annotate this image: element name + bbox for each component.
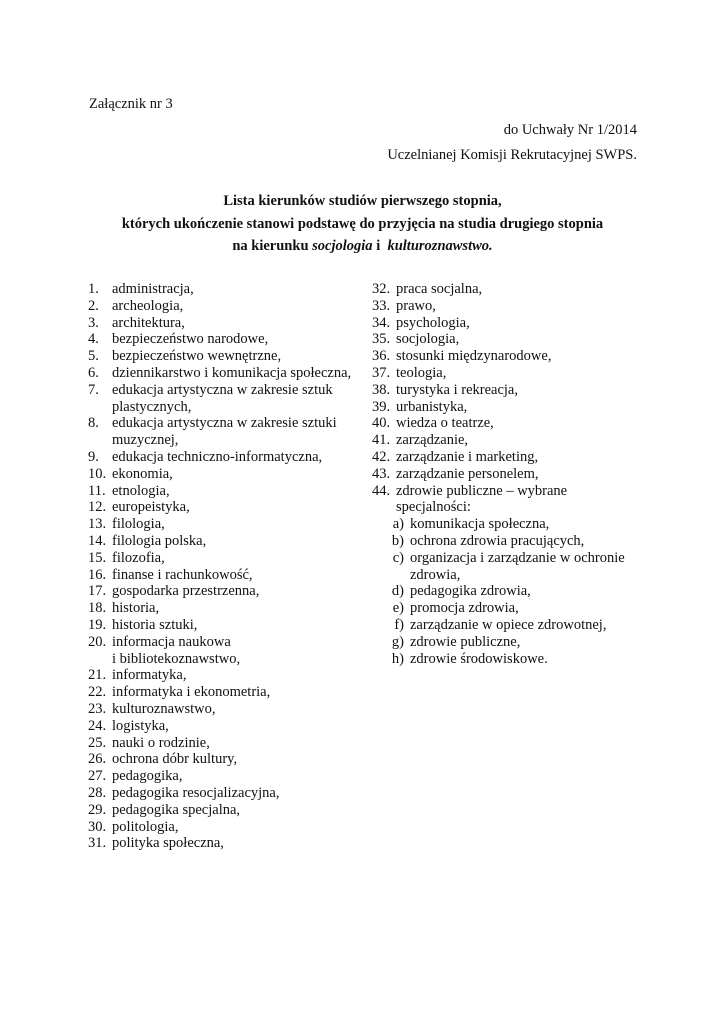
list-item-number: 26.: [88, 751, 107, 768]
list-item-number: 32.: [372, 281, 391, 297]
title-field-sociology: socjologia: [312, 238, 373, 254]
specialization-line: zdrowie środowiskowe.: [410, 650, 548, 667]
specialization-item: [372, 617, 647, 634]
list-item-text: [112, 567, 378, 584]
list-item-line: archeologia,: [112, 297, 184, 314]
study-fields-list-left: [88, 281, 378, 852]
list-item-number: 35.: [372, 331, 391, 348]
specialization-letter: d): [391, 583, 404, 600]
specialization-text: [410, 550, 647, 584]
list-item: [88, 533, 378, 550]
list-item-text: [112, 499, 378, 516]
list-item-line: bezpieczeństwo wewnętrzne,: [112, 348, 282, 365]
list-item-line: stosunki międzynarodowe,: [396, 348, 552, 365]
list-item-number: 34.: [372, 314, 391, 331]
list-item-text: [112, 667, 378, 684]
list-item-text: [112, 600, 378, 617]
list-item-text: [112, 718, 378, 735]
list-item-line: teologia,: [396, 364, 447, 381]
list-item-text: [112, 819, 378, 836]
list-item-line: politologia,: [112, 818, 179, 835]
list-item-line: filologia polska,: [112, 532, 207, 549]
list-item-number: 37.: [372, 364, 391, 381]
list-item-line: polityka społeczna,: [112, 835, 224, 852]
list-item-text: [112, 735, 378, 752]
resolution-reference: [387, 118, 637, 168]
specialization-letter: f): [394, 616, 404, 633]
list-item: [88, 583, 378, 600]
list-item: [88, 466, 378, 483]
specialization-line: zdrowie publiczne,: [410, 633, 521, 650]
list-item-number: 22.: [88, 684, 107, 701]
list-item: [88, 449, 378, 466]
specialization-letter: h): [391, 650, 404, 667]
list-item-line: i bibliotekoznawstwo,: [112, 650, 241, 667]
specialization-item: [372, 533, 647, 550]
list-item-line: europeistyka,: [112, 499, 190, 516]
list-item-line: edukacja artystyczna w zakresie sztuk: [112, 381, 333, 398]
title-line-3: [0, 235, 725, 258]
list-item-number: 25.: [88, 734, 107, 751]
specialization-text: [410, 634, 647, 651]
list-item-number: 44.: [372, 482, 391, 499]
list-item: [88, 415, 378, 449]
list-item-line: pedagogika resocjalizacyjna,: [112, 784, 280, 801]
title-line-3-conjunction: i: [372, 238, 388, 254]
list-item: [88, 735, 378, 752]
list-item: [372, 449, 647, 466]
specialization-text: [410, 617, 647, 634]
list-item: [372, 298, 647, 315]
list-item-text: [396, 365, 647, 382]
list-item-number: 14.: [88, 532, 107, 549]
list-item: [88, 634, 378, 668]
list-item: [372, 281, 647, 298]
list-item-text: [112, 768, 378, 785]
list-item-number: 10.: [88, 465, 107, 482]
list-item: [88, 768, 378, 785]
specialization-line: promocja zdrowia,: [410, 600, 519, 617]
list-item-number: 3.: [88, 314, 99, 331]
list-item: [372, 415, 647, 432]
list-item: [88, 785, 378, 802]
list-item-number: 27.: [88, 768, 107, 785]
list-item-number: 17.: [88, 583, 107, 600]
list-item-number: 23.: [88, 700, 107, 717]
list-item-number: 18.: [88, 600, 107, 617]
list-item-line: socjologia,: [396, 331, 460, 348]
list-item: [372, 483, 647, 517]
specialization-text: [410, 516, 647, 533]
specialization-text: [410, 583, 647, 600]
list-item: [88, 802, 378, 819]
list-item: [88, 600, 378, 617]
list-item-line: psychologia,: [396, 314, 470, 331]
title-field-culture-studies: kulturoznawstwo.: [387, 238, 493, 254]
list-item: [88, 617, 378, 634]
list-item: [88, 718, 378, 735]
list-item-text: [112, 298, 378, 315]
list-item-text: [112, 331, 378, 348]
list-item-line: zdrowie publiczne – wybrane: [396, 482, 568, 499]
list-item-number: 1.: [88, 281, 99, 297]
list-item: [88, 550, 378, 567]
list-item: [88, 382, 378, 416]
list-item-text: [112, 516, 378, 533]
list-item-number: 11.: [88, 482, 106, 499]
list-item-number: 36.: [372, 348, 391, 365]
list-item-text: [112, 415, 378, 449]
list-item-text: [396, 483, 647, 517]
specialization-text: [410, 600, 647, 617]
specialization-line: ochrona zdrowia pracujących,: [410, 532, 585, 549]
resolution-number: do Uchwały Nr 1/2014: [503, 122, 637, 138]
list-item: [88, 298, 378, 315]
list-item-text: [112, 583, 378, 600]
list-item-line: architektura,: [112, 314, 185, 331]
list-item: [372, 399, 647, 416]
list-item-number: 2.: [88, 297, 99, 314]
list-item-number: 12.: [88, 499, 107, 516]
list-item-line: finanse i rachunkowość,: [112, 566, 253, 583]
list-item: [88, 499, 378, 516]
list-item-number: 21.: [88, 667, 107, 684]
list-item-number: 20.: [88, 633, 107, 650]
list-item-number: 13.: [88, 516, 107, 533]
list-item-line: historia sztuki,: [112, 616, 198, 633]
list-item-text: [396, 399, 647, 416]
specialization-letter: c): [392, 549, 404, 566]
list-item-line: informatyka i ekonometria,: [112, 684, 271, 701]
list-item-text: [112, 634, 378, 668]
list-item-line: plastycznych,: [112, 398, 192, 415]
list-item: [88, 483, 378, 500]
list-item-text: [396, 331, 647, 348]
specialization-line: zdrowia,: [410, 566, 461, 583]
list-item-number: 33.: [372, 297, 391, 314]
list-item-line: zarządzanie personelem,: [396, 465, 539, 482]
list-item-text: [112, 785, 378, 802]
list-item-number: 42.: [372, 448, 391, 465]
specialization-text: [410, 533, 647, 550]
list-item: [88, 751, 378, 768]
list-item: [88, 567, 378, 584]
list-item: [88, 667, 378, 684]
list-item: [88, 819, 378, 836]
list-item-line: etnologia,: [112, 482, 170, 499]
list-item: [372, 331, 647, 348]
list-item-text: [396, 415, 647, 432]
list-item-text: [112, 483, 378, 500]
list-item-text: [112, 348, 378, 365]
list-item-text: [396, 382, 647, 399]
list-item-line: logistyka,: [112, 717, 169, 734]
annex-label: Załącznik nr 3: [89, 96, 173, 112]
resolution-committee: Uczelnianej Komisji Rekrutacyjnej SWPS.: [387, 147, 637, 163]
list-item: [88, 331, 378, 348]
list-item-number: 29.: [88, 801, 107, 818]
list-item-number: 9.: [88, 448, 99, 465]
list-item-number: 15.: [88, 549, 107, 566]
title-line-2: których ukończenie stanowi podstawę do przyjęcia na studia drugiego stopnia: [121, 215, 604, 232]
list-item-number: 31.: [88, 835, 107, 852]
list-item-text: [396, 348, 647, 365]
list-item-line: praca socjalna,: [396, 281, 483, 297]
list-item-line: pedagogika,: [112, 768, 183, 785]
list-item-number: 28.: [88, 784, 107, 801]
list-item-text: [112, 365, 378, 382]
list-item-text: [112, 550, 378, 567]
list-item-number: 41.: [372, 432, 391, 449]
list-item-line: kulturoznawstwo,: [112, 700, 216, 717]
list-item: [88, 315, 378, 332]
list-item: [88, 281, 378, 298]
list-item: [372, 382, 647, 399]
list-item-text: [112, 533, 378, 550]
list-item: [88, 365, 378, 382]
list-item: [372, 315, 647, 332]
list-item-line: filozofia,: [112, 549, 165, 566]
list-item-number: 39.: [372, 398, 391, 415]
list-item-line: ekonomia,: [112, 465, 173, 482]
list-item-line: informacja naukowa: [112, 633, 231, 650]
list-item-line: historia,: [112, 600, 160, 617]
list-item-number: 24.: [88, 717, 107, 734]
list-item-text: [112, 751, 378, 768]
list-item: [372, 432, 647, 449]
specialization-item: [372, 651, 647, 668]
specialization-letter: b): [391, 532, 404, 549]
list-item-text: [112, 449, 378, 466]
list-item-line: filologia,: [112, 516, 165, 533]
list-item: [88, 684, 378, 701]
list-item-line: dziennikarstwo i komunikacja społeczna,: [112, 364, 352, 381]
list-item-text: [112, 617, 378, 634]
list-item-text: [396, 449, 647, 466]
list-item: [88, 701, 378, 718]
list-item-text: [112, 835, 378, 852]
list-item-number: 16.: [88, 566, 107, 583]
list-item-number: 30.: [88, 818, 107, 835]
specialization-item: [372, 583, 647, 600]
specialization-item: [372, 634, 647, 651]
specialization-line: komunikacja społeczna,: [410, 516, 550, 533]
list-item: [88, 348, 378, 365]
list-item-text: [112, 701, 378, 718]
list-item-number: 19.: [88, 616, 107, 633]
specialization-item: [372, 550, 647, 584]
list-item-number: 7.: [88, 381, 99, 398]
list-item-line: administracja,: [112, 281, 194, 297]
list-item-line: edukacja artystyczna w zakresie sztuki: [112, 415, 337, 432]
list-item-line: specjalności:: [396, 499, 471, 516]
list-item: [88, 835, 378, 852]
specialization-letter: g): [391, 633, 404, 650]
list-item-line: zarządzanie i marketing,: [396, 448, 539, 465]
list-item-line: turystyka i rekreacja,: [396, 381, 518, 398]
list-item-number: 5.: [88, 348, 99, 365]
specialization-item: [372, 516, 647, 533]
list-item-number: 8.: [88, 415, 99, 432]
list-item: [372, 466, 647, 483]
list-item-text: [396, 466, 647, 483]
list-item-text: [396, 281, 647, 298]
specialization-text: [410, 651, 647, 668]
list-item-text: [112, 281, 378, 298]
list-item-line: zarządzanie,: [396, 432, 469, 449]
list-item-line: informatyka,: [112, 667, 187, 684]
list-item-number: 6.: [88, 364, 99, 381]
study-fields-list-right: [372, 281, 647, 667]
study-fields-items-right: [372, 281, 647, 516]
specialization-letter: e): [392, 600, 404, 617]
specialization-line: organizacja i zarządzanie w ochronie: [410, 549, 625, 566]
list-item-text: [112, 684, 378, 701]
specialization-line: zarządzanie w opiece zdrowotnej,: [410, 616, 607, 633]
list-item-text: [112, 466, 378, 483]
specialization-line: pedagogika zdrowia,: [410, 583, 531, 600]
list-item-line: pedagogika specjalna,: [112, 801, 241, 818]
list-item-text: [396, 432, 647, 449]
list-item-number: 4.: [88, 331, 99, 348]
list-item-text: [112, 315, 378, 332]
title-line-1: Lista kierunków studiów pierwszego stopnia,: [223, 193, 502, 209]
list-item: [372, 348, 647, 365]
list-item-text: [112, 802, 378, 819]
list-item-text: [396, 315, 647, 332]
list-item-line: bezpieczeństwo narodowe,: [112, 331, 269, 348]
list-item-line: gospodarka przestrzenna,: [112, 583, 260, 600]
list-item-number: 38.: [372, 381, 391, 398]
list-item-line: ochrona dóbr kultury,: [112, 751, 238, 768]
list-item-text: [396, 298, 647, 315]
list-item-line: prawo,: [396, 297, 436, 314]
specializations-list: [372, 516, 647, 667]
document-title: [0, 190, 725, 258]
list-item-line: muzycznej,: [112, 432, 179, 449]
list-item: [88, 516, 378, 533]
list-item-line: nauki o rodzinie,: [112, 734, 210, 751]
list-item-line: urbanistyka,: [396, 398, 468, 415]
title-line-3-prefix: na kierunku: [232, 238, 313, 254]
specialization-item: [372, 600, 647, 617]
list-item: [372, 365, 647, 382]
specialization-letter: a): [392, 516, 404, 533]
list-item-number: 40.: [372, 415, 391, 432]
list-item-line: wiedza o teatrze,: [396, 415, 494, 432]
list-item-line: edukacja techniczno-informatyczna,: [112, 448, 323, 465]
list-item-number: 43.: [372, 465, 391, 482]
list-item-text: [112, 382, 378, 416]
